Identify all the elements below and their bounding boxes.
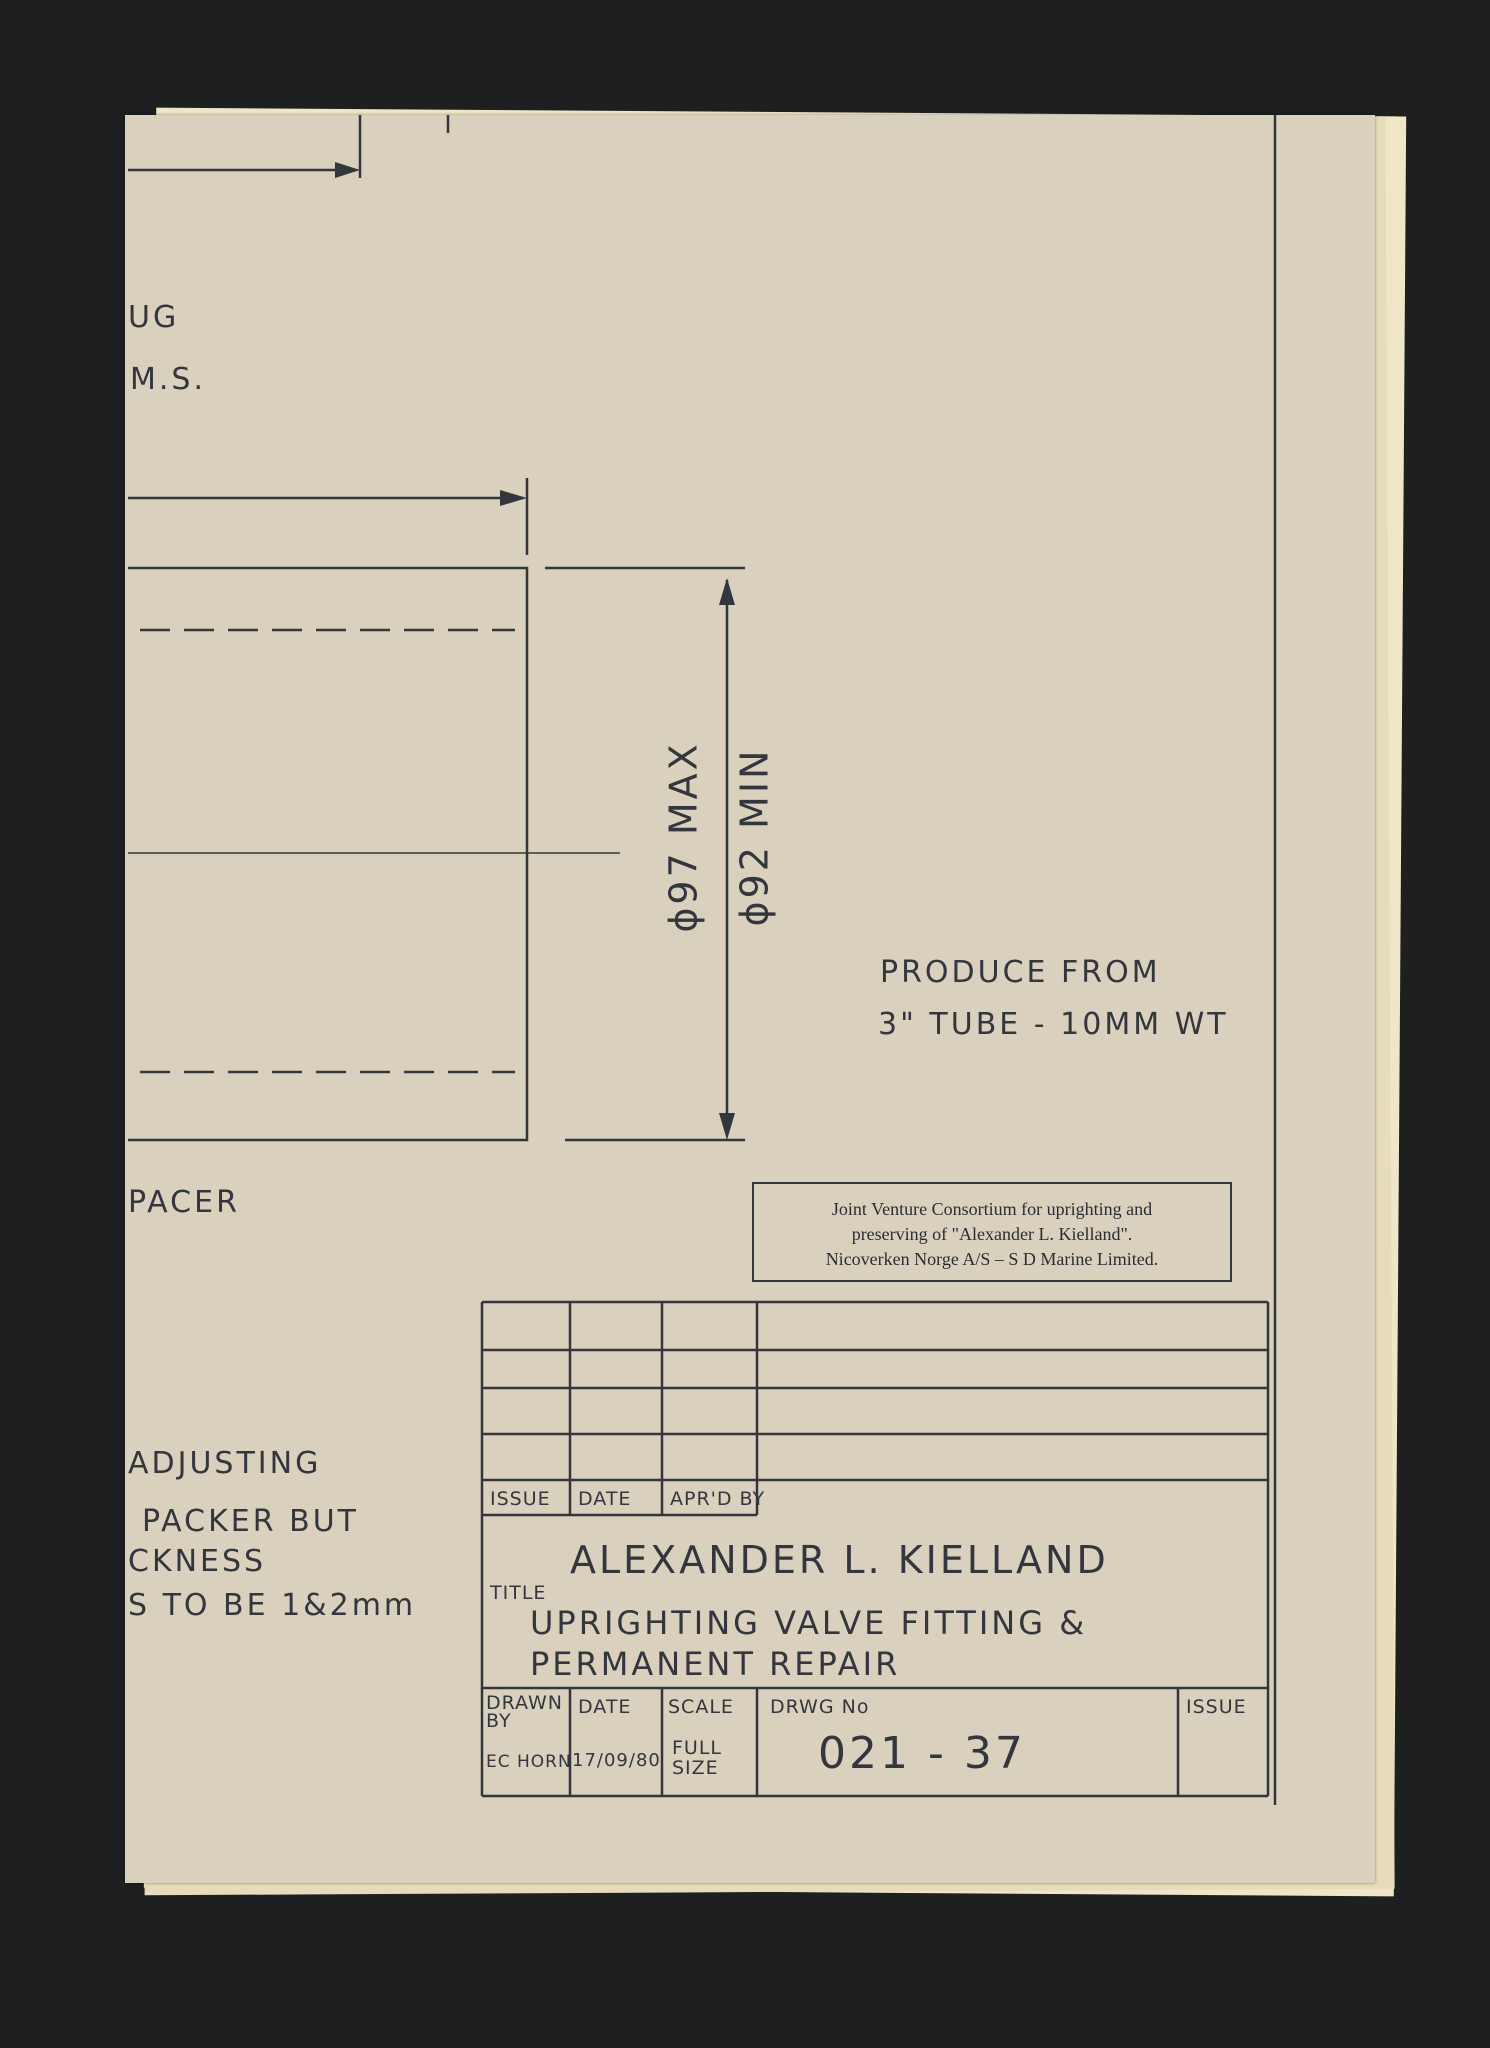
note-fragment-tobe: S TO BE 1&2mm <box>128 1588 417 1623</box>
label-scale: SCALE <box>668 1696 734 1718</box>
dimension-label-max: ϕ97 MAX <box>661 741 706 933</box>
label-drawing-number: DRWG No <box>770 1696 870 1718</box>
label-approved-by: APR'D BY <box>670 1488 766 1510</box>
title-main: ALEXANDER L. KIELLAND <box>570 1538 1109 1582</box>
note-produce-line2: 3" TUBE - 10MM WT <box>878 1007 1229 1042</box>
scale-value: FULL SIZE <box>672 1737 723 1779</box>
label-drawing-date: DATE <box>578 1696 632 1718</box>
drawing-number-value: 021 - 37 <box>818 1728 1026 1779</box>
label-issue: ISSUE <box>490 1488 551 1510</box>
consortium-line2: preserving of "Alexander L. Kielland". <box>851 1224 1133 1244</box>
note-fragment-ms: M.S. <box>130 362 206 397</box>
consortium-box <box>752 1182 1232 1282</box>
arrowhead-top <box>335 162 360 178</box>
label-drawn-by: DRAWN BY <box>486 1692 564 1732</box>
note-fragment-lug: UG <box>128 300 180 335</box>
note-produce-line1: PRODUCE FROM <box>880 955 1161 990</box>
part-outline <box>128 568 527 1140</box>
title-line2: UPRIGHTING VALVE FITTING & <box>530 1604 1088 1642</box>
drawing-date-value: 17/09/80 <box>572 1750 661 1771</box>
drawn-by-value: EC HORN <box>486 1752 572 1772</box>
consortium-line3: Nicoverken Norge A/S – S D Marine Limited. <box>825 1249 1159 1269</box>
note-fragment-ckness: CKNESS <box>128 1544 267 1579</box>
arrowhead-mid <box>500 490 527 506</box>
label-title: TITLE <box>490 1582 547 1604</box>
dimension-label-min: ϕ92 MIN <box>732 747 777 927</box>
consortium-line1: Joint Venture Consortium for uprighting and <box>831 1199 1153 1219</box>
label-date: DATE <box>578 1488 632 1510</box>
title-line3: PERMANENT REPAIR <box>530 1645 901 1683</box>
arrowhead-diameter-top <box>719 578 735 605</box>
arrowhead-diameter-bottom <box>719 1113 735 1140</box>
note-fragment-packer: PACKER BUT <box>142 1504 359 1539</box>
label-issue-number: ISSUE <box>1186 1696 1247 1718</box>
note-fragment-spacer: PACER <box>128 1185 240 1220</box>
note-fragment-adjusting: ADJUSTING <box>128 1446 322 1481</box>
